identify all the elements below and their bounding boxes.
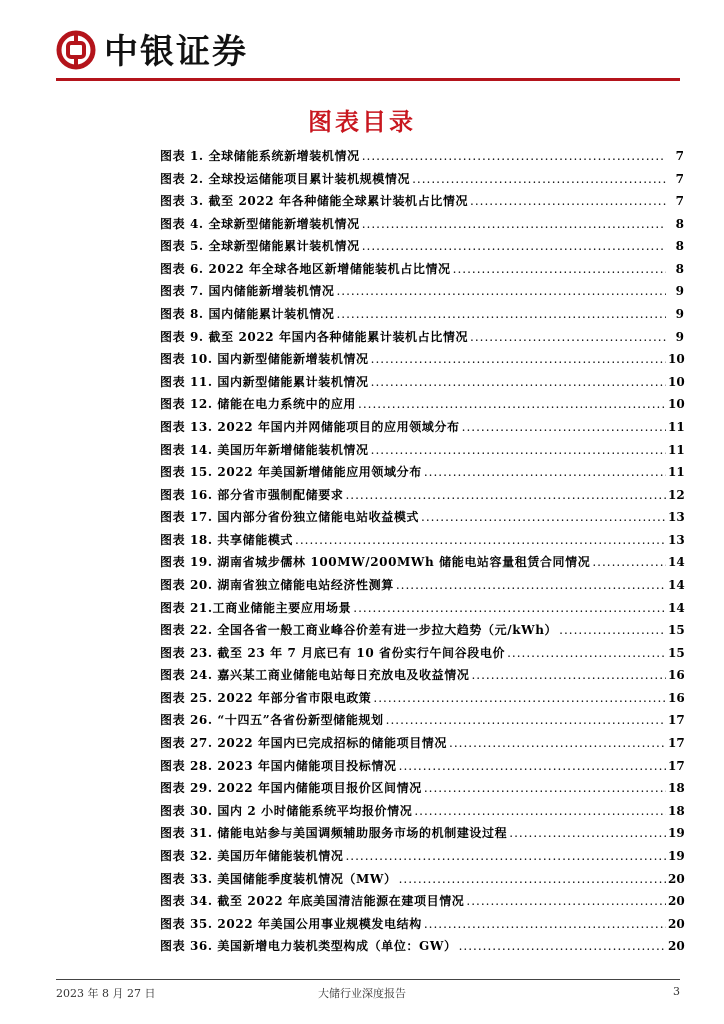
toc-entry[interactable] [160, 168, 684, 191]
toc-entry-label: 图表 18. 共享储能模式 [160, 532, 294, 547]
toc-entry-label: 图表 14. 美国历年新增储能装机情况 [160, 442, 369, 457]
toc-leader-dots [421, 506, 666, 529]
toc-entry-page: 8 [675, 216, 684, 231]
toc-entry[interactable] [160, 213, 684, 236]
toc-leader-dots [424, 777, 666, 800]
toc-entry-page: 13 [668, 532, 685, 547]
toc-leader-dots [399, 755, 666, 778]
toc-title: 图表目录 [308, 108, 416, 136]
toc-entry-label: 图表 34. 截至 2022 年底美国清洁能源在建项目情况 [160, 894, 465, 909]
header-divider [56, 78, 680, 81]
toc-entry-page: 17 [668, 758, 685, 773]
toc-entry[interactable] [160, 935, 684, 958]
toc-entry[interactable] [160, 461, 684, 484]
toc-leader-dots [399, 868, 666, 891]
toc-entry[interactable] [160, 574, 684, 597]
toc-leader-dots [462, 416, 666, 439]
toc-leader-dots [371, 439, 666, 462]
toc-entry-page: 12 [668, 487, 685, 502]
toc-leader-dots [353, 597, 666, 620]
toc-entry-label: 图表 20. 湖南省独立储能电站经济性测算 [160, 577, 394, 592]
toc-leader-dots [345, 484, 666, 507]
toc-entry[interactable] [160, 619, 684, 642]
toc-entry-label: 图表 23. 截至 23 年 7 月底已有 10 省份实行午间谷段电价 [160, 645, 506, 660]
toc-entry[interactable] [160, 506, 684, 529]
toc-leader-dots [424, 461, 666, 484]
toc-entry[interactable] [160, 303, 684, 326]
toc-entry-page: 10 [668, 397, 685, 412]
toc-entry[interactable] [160, 326, 684, 349]
toc-leader-dots [470, 326, 666, 349]
toc-entry-page: 7 [675, 194, 684, 209]
toc-entry-label: 图表 2. 全球投运储能项目累计装机规模情况 [160, 171, 411, 186]
toc-entry-label: 图表 25. 2022 年部分省市限电政策 [160, 690, 372, 705]
toc-entry-page: 11 [668, 465, 685, 480]
toc-entry[interactable] [160, 687, 684, 710]
toc-leader-dots [371, 348, 666, 371]
toc-entry-label: 图表 24. 嘉兴某工商业储能电站每日充放电及收益情况 [160, 668, 470, 683]
toc-entry[interactable] [160, 868, 684, 891]
toc-entry-label: 图表 7. 国内储能新增装机情况 [160, 284, 335, 299]
toc-leader-dots [362, 213, 666, 236]
toc-entry-page: 20 [668, 894, 685, 909]
toc-entry-page: 14 [668, 555, 685, 570]
toc-leader-dots [336, 303, 666, 326]
toc-entry-label: 图表 12. 储能在电力系统中的应用 [160, 397, 357, 412]
toc-leader-dots [362, 145, 666, 168]
page-header [56, 28, 676, 76]
toc-entry-label: 图表 9. 截至 2022 年国内各种储能累计装机占比情况 [160, 329, 469, 344]
toc-entry[interactable] [160, 393, 684, 416]
toc-entry[interactable] [160, 845, 684, 868]
toc-entry-page: 15 [668, 645, 685, 660]
toc-entry[interactable] [160, 235, 684, 258]
toc-entry-page: 14 [668, 577, 685, 592]
toc-entry-page: 18 [668, 803, 685, 818]
toc-leader-dots [471, 664, 666, 687]
footer-date: 2023 年 8 月 27 日 [56, 987, 156, 1000]
brand-name: 中银证券 [104, 32, 248, 72]
toc-entry-label: 图表 33. 美国储能季度装机情况（MW） [160, 871, 397, 886]
toc-entry-label: 图表 8. 国内储能累计装机情况 [160, 307, 335, 322]
toc-entry-page: 20 [668, 916, 685, 931]
toc-leader-dots [424, 913, 666, 936]
toc-entry-label: 图表 16. 部分省市强制配储要求 [160, 487, 344, 502]
toc-leader-dots [345, 845, 666, 868]
toc-leader-dots [466, 890, 666, 913]
toc-entry-label: 图表 3. 截至 2022 年各种储能全球累计装机占比情况 [160, 194, 469, 209]
toc-entry-page: 15 [668, 623, 685, 638]
toc-entry[interactable] [160, 664, 684, 687]
toc-entry[interactable] [160, 258, 684, 281]
toc-entry-label: 图表 17. 国内部分省份独立储能电站收益模式 [160, 510, 420, 525]
toc-entry-label: 图表 13. 2022 年国内并网储能项目的应用领域分布 [160, 419, 460, 434]
toc-entry[interactable] [160, 913, 684, 936]
toc-entry-page: 9 [675, 329, 684, 344]
footer-divider [56, 979, 680, 980]
toc-entry-page: 11 [668, 442, 685, 457]
toc-entry-label: 图表 32. 美国历年储能装机情况 [160, 848, 344, 863]
toc-entry[interactable] [160, 822, 684, 845]
toc-entry[interactable] [160, 439, 684, 462]
toc-entry-label: 图表 19. 湖南省城步儒林 100MW/200MWh 储能电站容量租赁合同情况 [160, 555, 591, 570]
toc-entry[interactable] [160, 348, 684, 371]
toc-leader-dots [371, 371, 666, 394]
toc-entry-page: 9 [675, 307, 684, 322]
toc-entry[interactable] [160, 145, 684, 168]
toc-entry-label: 图表 31. 储能电站参与美国调频辅助服务市场的机制建设过程 [160, 826, 508, 841]
footer-page-number: 3 [673, 985, 680, 998]
toc-entry-page: 10 [668, 352, 685, 367]
toc-entry-page: 18 [668, 781, 685, 796]
toc-entry-label: 图表 29. 2022 年国内储能项目报价区间情况 [160, 781, 422, 796]
toc-entry-label: 图表 22. 全国各省一般工商业峰谷价差有进一步拉大趋势（元/kWh） [160, 623, 558, 638]
toc-entry-page: 16 [668, 668, 685, 683]
toc-leader-dots [592, 551, 666, 574]
toc-entry-page: 19 [668, 848, 685, 863]
toc-entry-page: 7 [675, 171, 684, 186]
toc-entry-page: 14 [668, 600, 685, 615]
toc-leader-dots [449, 732, 666, 755]
toc-leader-dots [509, 822, 666, 845]
toc-entry-page: 20 [668, 939, 685, 954]
toc-entry-page: 19 [668, 826, 685, 841]
toc-entry-label: 图表 27. 2022 年国内已完成招标的储能项目情况 [160, 736, 448, 751]
toc-leader-dots [414, 800, 666, 823]
footer-report-type: 大储行业深度报告 [318, 987, 406, 1000]
toc-entry[interactable] [160, 371, 684, 394]
toc-leader-dots [373, 687, 666, 710]
toc-entry-label: 图表 10. 国内新型储能新增装机情况 [160, 352, 369, 367]
toc-entry-label: 图表 4. 全球新型储能新增装机情况 [160, 216, 360, 231]
toc-leader-dots [453, 258, 666, 281]
toc-entry[interactable] [160, 551, 684, 574]
toc-entry[interactable] [160, 709, 684, 732]
toc-leader-dots [459, 935, 666, 958]
toc-entry-label: 图表 15. 2022 年美国新增储能应用领域分布 [160, 465, 422, 480]
toc-entry[interactable] [160, 732, 684, 755]
toc-entry[interactable] [160, 890, 684, 913]
toc-entry[interactable] [160, 280, 684, 303]
toc-entry[interactable] [160, 416, 684, 439]
toc-leader-dots [295, 529, 666, 552]
toc-list [160, 145, 684, 958]
toc-leader-dots [470, 190, 666, 213]
toc-entry-label: 图表 11. 国内新型储能累计装机情况 [160, 374, 369, 389]
toc-entry[interactable] [160, 642, 684, 665]
toc-entry-page: 8 [675, 239, 684, 254]
toc-entry[interactable] [160, 800, 684, 823]
toc-leader-dots [412, 168, 666, 191]
toc-entry-page: 20 [668, 871, 685, 886]
toc-leader-dots [358, 393, 666, 416]
toc-leader-dots [336, 280, 666, 303]
toc-entry-page: 11 [668, 419, 685, 434]
toc-leader-dots [559, 619, 666, 642]
toc-leader-dots [396, 574, 666, 597]
toc-entry[interactable] [160, 529, 684, 552]
toc-entry-page: 9 [675, 284, 684, 299]
toc-entry-label: 图表 6. 2022 年全球各地区新增储能装机占比情况 [160, 261, 451, 276]
toc-entry-page: 17 [668, 736, 685, 751]
toc-entry-page: 16 [668, 690, 685, 705]
toc-entry-page: 10 [668, 374, 685, 389]
toc-entry[interactable] [160, 484, 684, 507]
toc-entry-label: 图表 35. 2022 年美国公用事业规模发电结构 [160, 916, 422, 931]
toc-entry-page: 7 [675, 149, 684, 163]
bank-of-china-logo-icon [56, 30, 96, 70]
toc-entry-label: 图表 26. “十四五”各省份新型储能规划 [160, 713, 384, 728]
toc-entry-label: 图表 30. 国内 2 小时储能系统平均报价情况 [160, 803, 413, 818]
toc-entry-page: 8 [675, 261, 684, 276]
toc-entry-label: 图表 21.工商业储能主要应用场景 [160, 600, 352, 615]
toc-leader-dots [507, 642, 666, 665]
toc-entry[interactable] [160, 755, 684, 778]
toc-entry-page: 13 [668, 510, 685, 525]
toc-entry-label: 图表 1. 全球储能系统新增装机情况 [160, 149, 360, 163]
toc-entry[interactable] [160, 777, 684, 800]
toc-entry-label: 图表 36. 美国新增电力装机类型构成（单位：GW） [160, 939, 457, 954]
toc-entry[interactable] [160, 190, 684, 213]
toc-leader-dots [386, 709, 666, 732]
toc-entry-label: 图表 5. 全球新型储能累计装机情况 [160, 239, 360, 254]
toc-entry-label: 图表 28. 2023 年国内储能项目投标情况 [160, 758, 397, 773]
toc-leader-dots [362, 235, 666, 258]
toc-entry[interactable] [160, 597, 684, 620]
toc-entry-page: 17 [668, 713, 685, 728]
